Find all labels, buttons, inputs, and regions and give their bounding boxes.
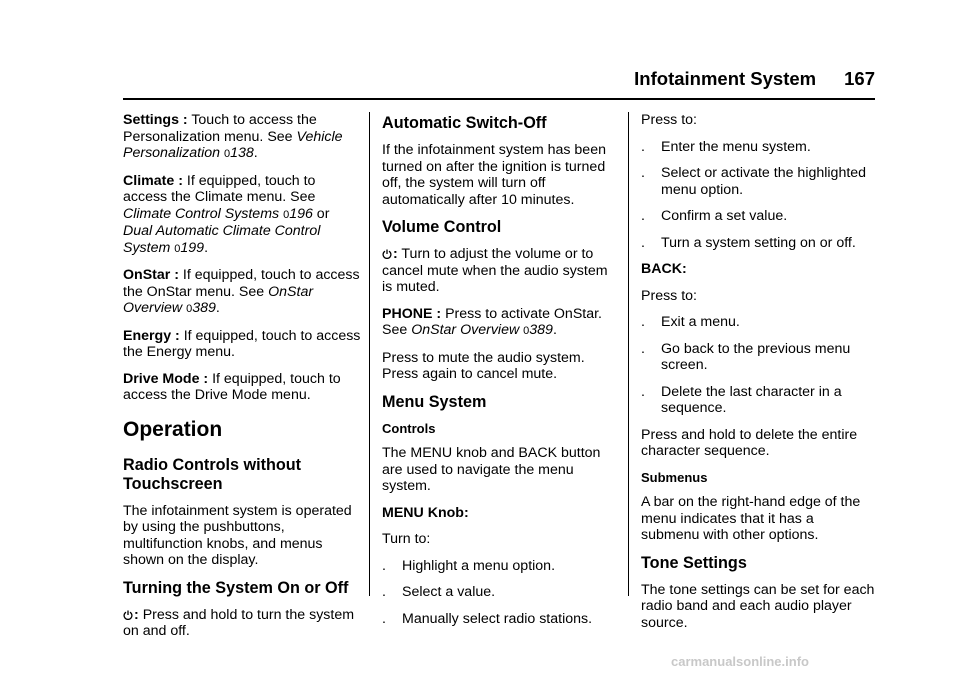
bullet: .	[641, 165, 645, 181]
automatic-switch-off-heading: Automatic Switch-Off	[382, 114, 547, 132]
list-item-text: Select a value.	[402, 584, 496, 600]
settings-label: Settings :	[123, 112, 188, 128]
tone-settings-heading: Tone Settings	[641, 553, 747, 572]
climate-text: If equipped, touch to access the Climate menu. See	[123, 172, 316, 205]
list-item	[641, 314, 875, 331]
column-divider-2	[628, 112, 629, 596]
watermark: carmanualsonline.info	[671, 654, 809, 669]
volume-control-heading: Volume Control	[382, 218, 502, 236]
list-item-text: Confirm a set value.	[661, 208, 788, 224]
list-item	[382, 611, 614, 628]
phone-ref-link[interactable]: OnStar Overview	[411, 322, 520, 338]
radio-controls-text: The infotainment system is operated by using the pushbuttons, multifunction knobs, and menus shown on the display.	[123, 502, 352, 568]
phone-entry	[382, 306, 614, 340]
period: .	[204, 239, 209, 256]
or-text: or	[312, 205, 330, 222]
page-ref-arrow: 0	[223, 148, 231, 160]
header-title: Infotainment System	[634, 68, 817, 89]
list-item-text: Highlight a menu option.	[402, 557, 556, 574]
page-ref-arrow: 0	[186, 303, 193, 315]
power-colon: :	[134, 606, 139, 623]
list-item	[641, 139, 875, 156]
header-rule	[123, 98, 875, 100]
period: .	[253, 145, 258, 161]
settings-entry	[123, 112, 361, 163]
bullet: .	[382, 584, 386, 600]
onstar-entry	[123, 267, 361, 318]
drive-mode-entry	[123, 371, 361, 404]
onstar-ref-link[interactable]: OnStar Overview	[123, 283, 314, 316]
submenus-heading: Submenus	[641, 469, 708, 485]
column-3	[641, 112, 875, 641]
energy-entry	[123, 328, 361, 361]
list-item-text: Select or activate the highlighted menu option.	[661, 165, 867, 198]
list-item-text: Manually select radio stations.	[402, 610, 593, 627]
column-1	[123, 112, 361, 650]
column-divider-1	[369, 112, 370, 596]
list-item	[641, 341, 875, 374]
onstar-page-link[interactable]: 389	[192, 300, 216, 316]
power-entry	[123, 607, 361, 640]
mute-text: Press to mute the audio system. Press again to cancel mute.	[382, 349, 585, 382]
bullet: .	[641, 340, 645, 357]
press-to-text: Press to:	[641, 112, 697, 128]
page-number: 167	[844, 68, 875, 89]
page-ref-arrow: 0	[523, 325, 530, 337]
submenus-text: A bar on the right-hand edge of the menu indicates that it has a submenu with other options.	[641, 494, 861, 543]
list-item-text: Enter the menu system.	[661, 138, 811, 155]
climate-label: Climate :	[123, 172, 183, 189]
drive-mode-text: If equipped, touch to access the Drive Mode menu.	[123, 370, 341, 403]
radio-controls-heading: Radio Controls without Touchscreen	[123, 455, 302, 493]
page-header	[0, 68, 875, 90]
list-item-text: Go back to the previous menu screen.	[661, 340, 851, 373]
power-text: Press and hold to turn the system on and off.	[123, 606, 355, 639]
climate-entry	[123, 173, 361, 258]
bullet: .	[382, 610, 386, 627]
period: .	[215, 300, 220, 316]
list-item-text: Delete the last character in a sequence.	[661, 383, 842, 416]
menu-system-heading: Menu System	[382, 392, 487, 411]
settings-ref-link[interactable]: Vehicle Personalization	[123, 128, 343, 161]
list-item	[641, 235, 875, 252]
operation-heading: Operation	[123, 417, 223, 441]
climate-ref-link-1[interactable]: Climate Control Systems	[123, 205, 280, 222]
page-ref-arrow: 0	[174, 242, 181, 255]
volume-text: Turn to adjust the volume or to cancel mute when the audio system is muted.	[382, 246, 608, 295]
turn-to-text: Turn to:	[382, 531, 431, 547]
phone-label: PHONE :	[382, 305, 442, 322]
volume-colon: :	[393, 246, 398, 262]
power-volume-icon	[382, 249, 392, 259]
back-label: BACK:	[641, 261, 687, 277]
phone-page-link[interactable]: 389	[529, 322, 553, 338]
settings-text: Touch to access the Personalization menu. See	[123, 112, 317, 145]
automatic-switch-off-text: If the infotainment system has been turned on after the ignition is turned off, the system will turn off automatically after 10 minutes.	[382, 142, 606, 208]
power-icon	[123, 610, 133, 620]
list-item	[382, 584, 614, 601]
onstar-text: If equipped, touch to access the OnStar menu. See	[123, 267, 360, 300]
bullet: .	[641, 208, 645, 224]
press-to-text-2: Press to:	[641, 287, 697, 304]
onstar-label: OnStar :	[123, 267, 179, 283]
list-item	[641, 384, 875, 417]
bullet: .	[641, 314, 645, 330]
tone-settings-text: The tone settings can be set for each radio band and each audio player source.	[641, 581, 875, 631]
volume-entry	[382, 246, 614, 296]
menu-knob-label: MENU Knob:	[382, 504, 469, 521]
climate-page-link-2[interactable]: 199	[180, 239, 205, 256]
energy-label: Energy :	[123, 327, 180, 344]
list-item	[641, 165, 875, 198]
controls-text: The MENU knob and BACK button are used to navigate the menu system.	[382, 445, 601, 494]
energy-text: If equipped, touch to access the Energy menu.	[123, 327, 361, 360]
controls-heading: Controls	[382, 420, 436, 436]
bullet: .	[641, 138, 645, 155]
turning-system-heading: Turning the System On or Off	[123, 578, 349, 597]
page-ref-arrow: 0	[283, 208, 290, 221]
list-item-text: Exit a menu.	[661, 314, 740, 330]
climate-page-link-1[interactable]: 196	[289, 205, 313, 222]
bullet: .	[382, 557, 386, 574]
climate-ref-link-2[interactable]: Dual Automatic Climate Control System	[123, 223, 321, 256]
bullet: .	[641, 234, 645, 251]
hold-delete-text: Press and hold to delete the entire character sequence.	[641, 426, 858, 459]
list-item-text: Turn a system setting on or off.	[661, 234, 856, 251]
list-item	[382, 558, 614, 575]
settings-page-link[interactable]: 138	[230, 145, 254, 161]
bullet: .	[641, 383, 645, 400]
phone-text: Press to activate OnStar. See	[382, 305, 602, 338]
drive-mode-label: Drive Mode :	[123, 370, 209, 387]
column-2	[382, 112, 614, 637]
list-item	[641, 208, 875, 225]
period: .	[552, 322, 557, 338]
